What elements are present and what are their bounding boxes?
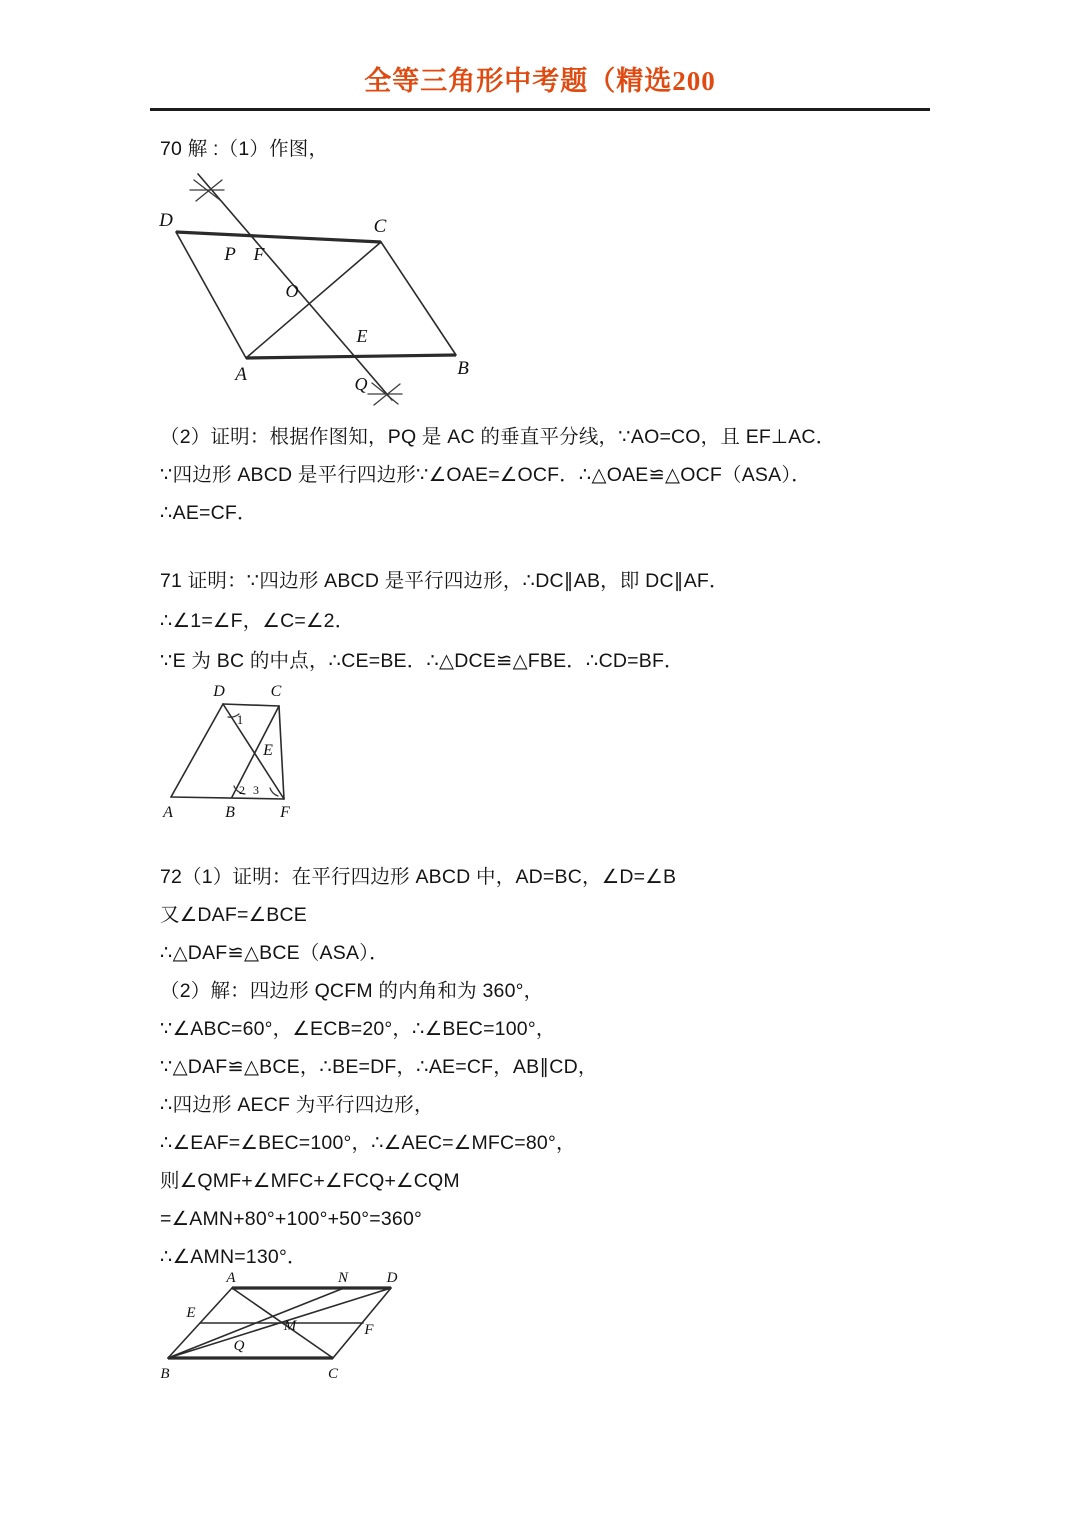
figure1-label-A: A bbox=[235, 364, 247, 385]
problem-72-line-9: 则∠QMF+∠MFC+∠FCQ+∠CQM bbox=[160, 1170, 460, 1192]
problem-72-line-10: =∠AMN+80°+100°+50°=360° bbox=[160, 1208, 422, 1230]
problem-70-line-3: ∵四边形 ABCD 是平行四边形∵∠OAE=∠OCF．∴△OAE≌△OCF（ASA）． bbox=[160, 464, 811, 486]
figure2-angle-1: 1 bbox=[236, 712, 244, 727]
problem-71-line-2: ∴∠1=∠F，∠C=∠2． bbox=[160, 610, 355, 632]
figure3-label-B: B bbox=[160, 1366, 170, 1382]
figure1-label-O: O bbox=[285, 281, 299, 301]
figure3-label-M: M bbox=[283, 1318, 297, 1334]
figure1-label-D: D bbox=[159, 210, 173, 231]
figure1-label-C: C bbox=[373, 216, 387, 237]
figure-parallelogram-midpoint bbox=[160, 676, 310, 826]
figure1-label-E: E bbox=[356, 326, 368, 346]
problem-70-line-2: （2）证明：根据作图知，PQ 是 AC 的垂直平分线，∵AO=CO，且 EF⊥AC． bbox=[160, 426, 836, 448]
figure3-label-Q: Q bbox=[233, 1338, 245, 1354]
figure3-label-E: E bbox=[186, 1305, 196, 1321]
figure1-label-Q: Q bbox=[354, 374, 368, 394]
figure3-label-C: C bbox=[327, 1366, 339, 1382]
figure2-label-B: B bbox=[225, 804, 235, 821]
problem-72-line-5: ∵∠ABC=60°，∠ECB=20°，∴∠BEC=100°， bbox=[160, 1018, 556, 1040]
problem-72-line-3: ∴△DAF≌△BCE（ASA）． bbox=[160, 942, 389, 964]
figure3-label-D: D bbox=[386, 1270, 398, 1286]
page-title: 全等三角形中考题（精选200 bbox=[364, 66, 716, 96]
problem-72-line-6: ∵△DAF≌△BCE，∴BE=DF，∴AE=CF，AB∥CD， bbox=[160, 1056, 598, 1078]
figure-parallelogram-aecf bbox=[158, 1268, 408, 1383]
problem-72-line-8: ∴∠EAF=∠BEC=100°，∴∠AEC=∠MFC=80°， bbox=[160, 1132, 576, 1154]
header-divider bbox=[150, 108, 930, 111]
figure3-label-F: F bbox=[364, 1322, 374, 1338]
problem-70-line-4: ∴AE=CF． bbox=[160, 502, 257, 524]
figure1-label-P: P bbox=[224, 244, 236, 265]
figure3-label-A: A bbox=[226, 1270, 236, 1286]
figure1-label-F: F bbox=[253, 244, 265, 264]
problem-72-line-4: （2）解：四边形 QCFM 的内角和为 360°， bbox=[160, 980, 544, 1002]
page-header bbox=[150, 62, 930, 114]
figure3-label-N: N bbox=[337, 1270, 349, 1286]
problem-72-line-1: 72（1）证明：在平行四边形 ABCD 中，AD=BC，∠D=∠B bbox=[160, 866, 677, 888]
problem-71-line-3: ∵E 为 BC 的中点，∴CE=BE．∴△DCE≌△FBE．∴CD=BF． bbox=[160, 650, 684, 672]
figure2-label-E: E bbox=[263, 742, 273, 759]
problem-71-line-1: 71 证明：∵四边形 ABCD 是平行四边形，∴DC∥AB，即 DC∥AF． bbox=[160, 570, 729, 592]
figure-parallelogram-pq bbox=[160, 168, 490, 418]
figure2-label-F: F bbox=[280, 804, 290, 821]
problem-72-line-7: ∴四边形 AECF 为平行四边形， bbox=[160, 1094, 434, 1116]
figure2-angle-2: 2 bbox=[239, 783, 245, 797]
figure2-label-D: D bbox=[213, 683, 225, 700]
problem-70-line-1: 70 解 :（1）作图， bbox=[160, 138, 329, 160]
figure1-label-B: B bbox=[457, 358, 469, 379]
problem-72-line-2: 又∠DAF=∠BCE bbox=[160, 904, 307, 926]
figure2-label-A: A bbox=[163, 804, 173, 821]
figure2-angle-3: 3 bbox=[253, 783, 259, 797]
problem-72-line-11: ∴∠AMN=130°． bbox=[160, 1246, 307, 1268]
figure2-label-C: C bbox=[270, 683, 282, 700]
